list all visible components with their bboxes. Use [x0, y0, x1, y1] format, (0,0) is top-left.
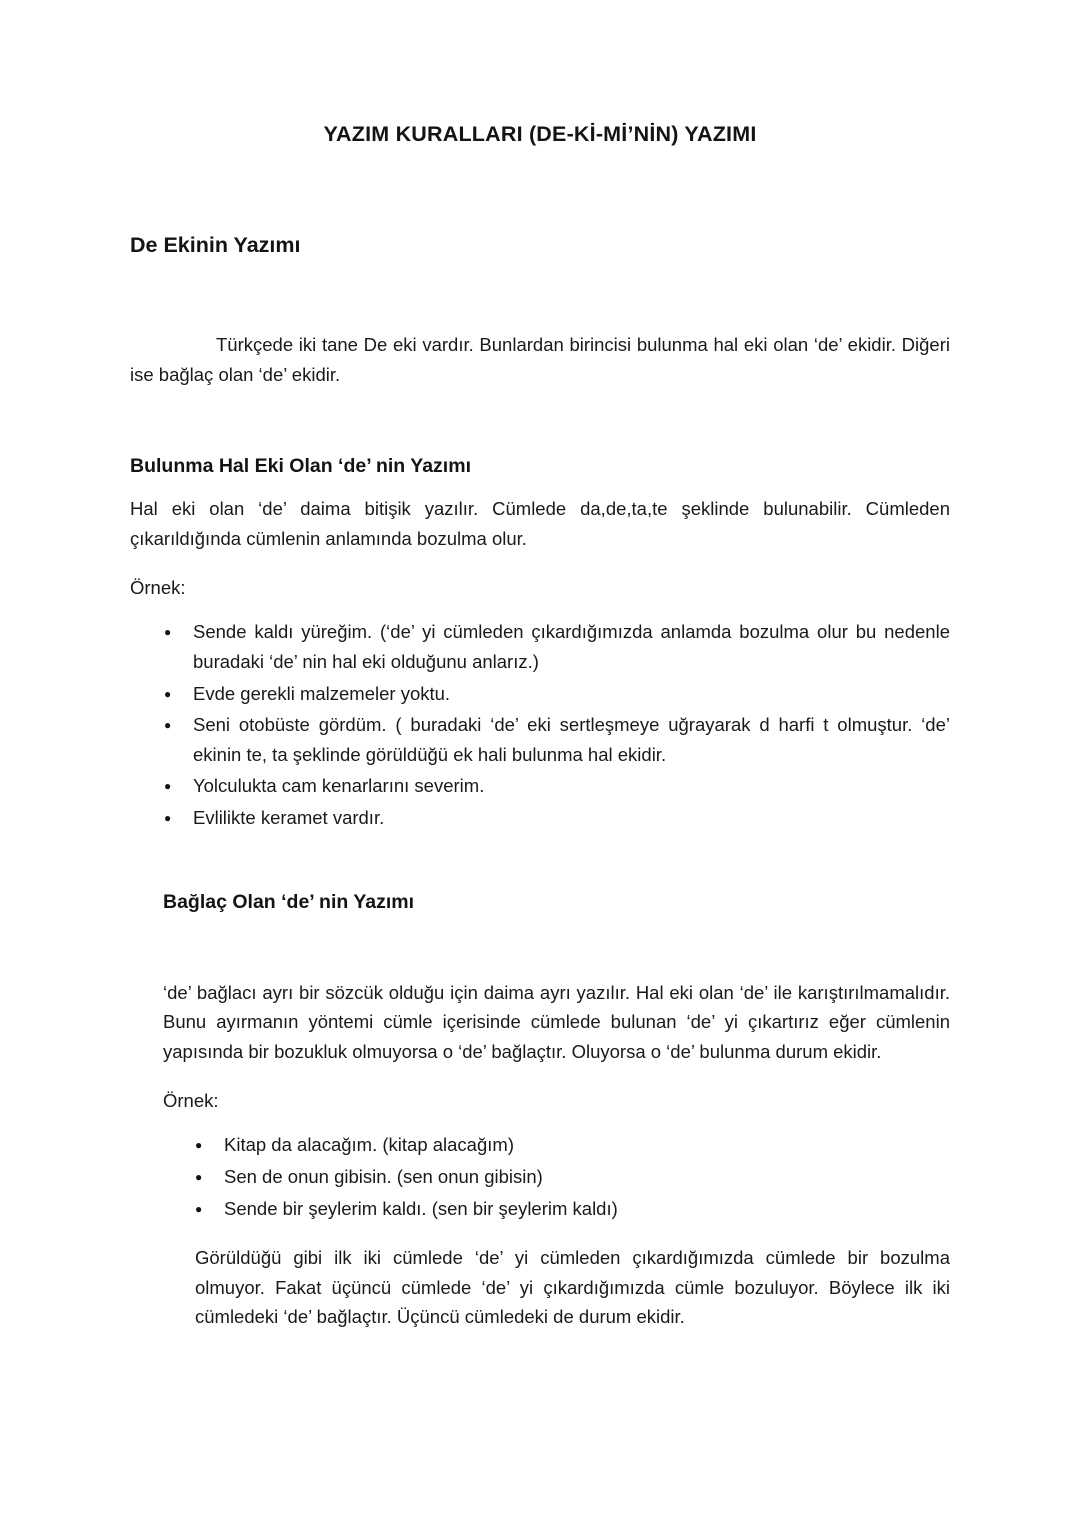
closing-paragraph: Görüldüğü gibi ilk iki cümlede ‘de’ yi cümleden çıkardığımızda cümlede bir bozulma olmuyor. Fakat üçüncü cümlede ‘de’ yi çıkardığımızda cümle bozuluyor. Böylece ilk iki cümledeki ‘de’ bağlaçtır. Üçüncü cümledeki de durum ekidir.: [195, 1247, 950, 1328]
list-item: ● Sen de onun gibisin. (sen onun gibisin): [195, 1162, 950, 1192]
document-title: YAZIM KURALLARI (DE-Kİ-Mİ’NİN) YAZIMI: [323, 122, 757, 146]
list-item: ● Yolculukta cam kenarlarını severim.: [164, 771, 950, 801]
list-item: ● Sende bir şeylerim kaldı. (sen bir şeylerim kaldı): [195, 1194, 950, 1224]
baglac-paragraph: ‘de’ bağlacı ayrı bir sözcük olduğu için daima ayrı yazılır. Hal eki olan ‘de’ ile karıştırılmamalıdır. Bunu ayırmanın yöntemi cümle içerisinde cümlede bulunan ‘de’ yi çıkartırız eğer cümlenin yapısında bir bozukluk olmuyorsa o ‘de’ bağlaçtır. Oluyorsa o ‘de’ bulunma durum ekidir.: [163, 981, 950, 1062]
list-item: ● Kitap da alacağım. (kitap alacağım): [195, 1130, 950, 1160]
heading-baglac-olan-de: Bağlaç Olan ‘de’ nin Yazımı: [163, 890, 415, 913]
list-item: ● Evde gerekli malzemeler yoktu.: [164, 679, 950, 709]
hal-eki-example-list: [130, 617, 950, 832]
list-item: ● Seni otobüste gördüm. ( buradaki ‘de’ eki sertleşmeye uğrayarak d harfi t olmuştur. ‘de’ ekinin te, ta şeklinde görüldüğü ek hali bulunma hal ekidir.: [164, 710, 950, 769]
list-item: ● Sende kaldı yüreğim. (‘de’ yi cümleden çıkardığımızda anlamda bozulma olur bu nedenle buradaki ‘de’ nin hal eki olduğunu anlarız.): [164, 617, 950, 676]
list-item: ● Evlilikte keramet vardır.: [164, 803, 950, 833]
hal-eki-paragraph: Hal eki olan ‘de’ daima bitişik yazılır. Cümlede da,de,ta,te şeklinde bulunabilir. Cümleden çıkarıldığında cümlenin anlamında bozulma olur.: [130, 498, 950, 549]
example-label: Örnek:: [163, 1090, 219, 1112]
example-label: Örnek:: [130, 577, 186, 599]
intro-paragraph: Türkçede iki tane De eki vardır. Bunlardan birincisi bulunma hal eki olan ‘de’ ekidir. Diğeri ise bağlaç olan ‘de’ ekidir.: [130, 334, 950, 385]
heading-de-ekinin-yazimi: De Ekinin Yazımı: [130, 233, 301, 257]
baglac-example-list: [163, 1130, 950, 1223]
heading-bulunma-hal-eki: Bulunma Hal Eki Olan ‘de’ nin Yazımı: [130, 455, 471, 478]
baglac-section: [163, 891, 950, 1332]
